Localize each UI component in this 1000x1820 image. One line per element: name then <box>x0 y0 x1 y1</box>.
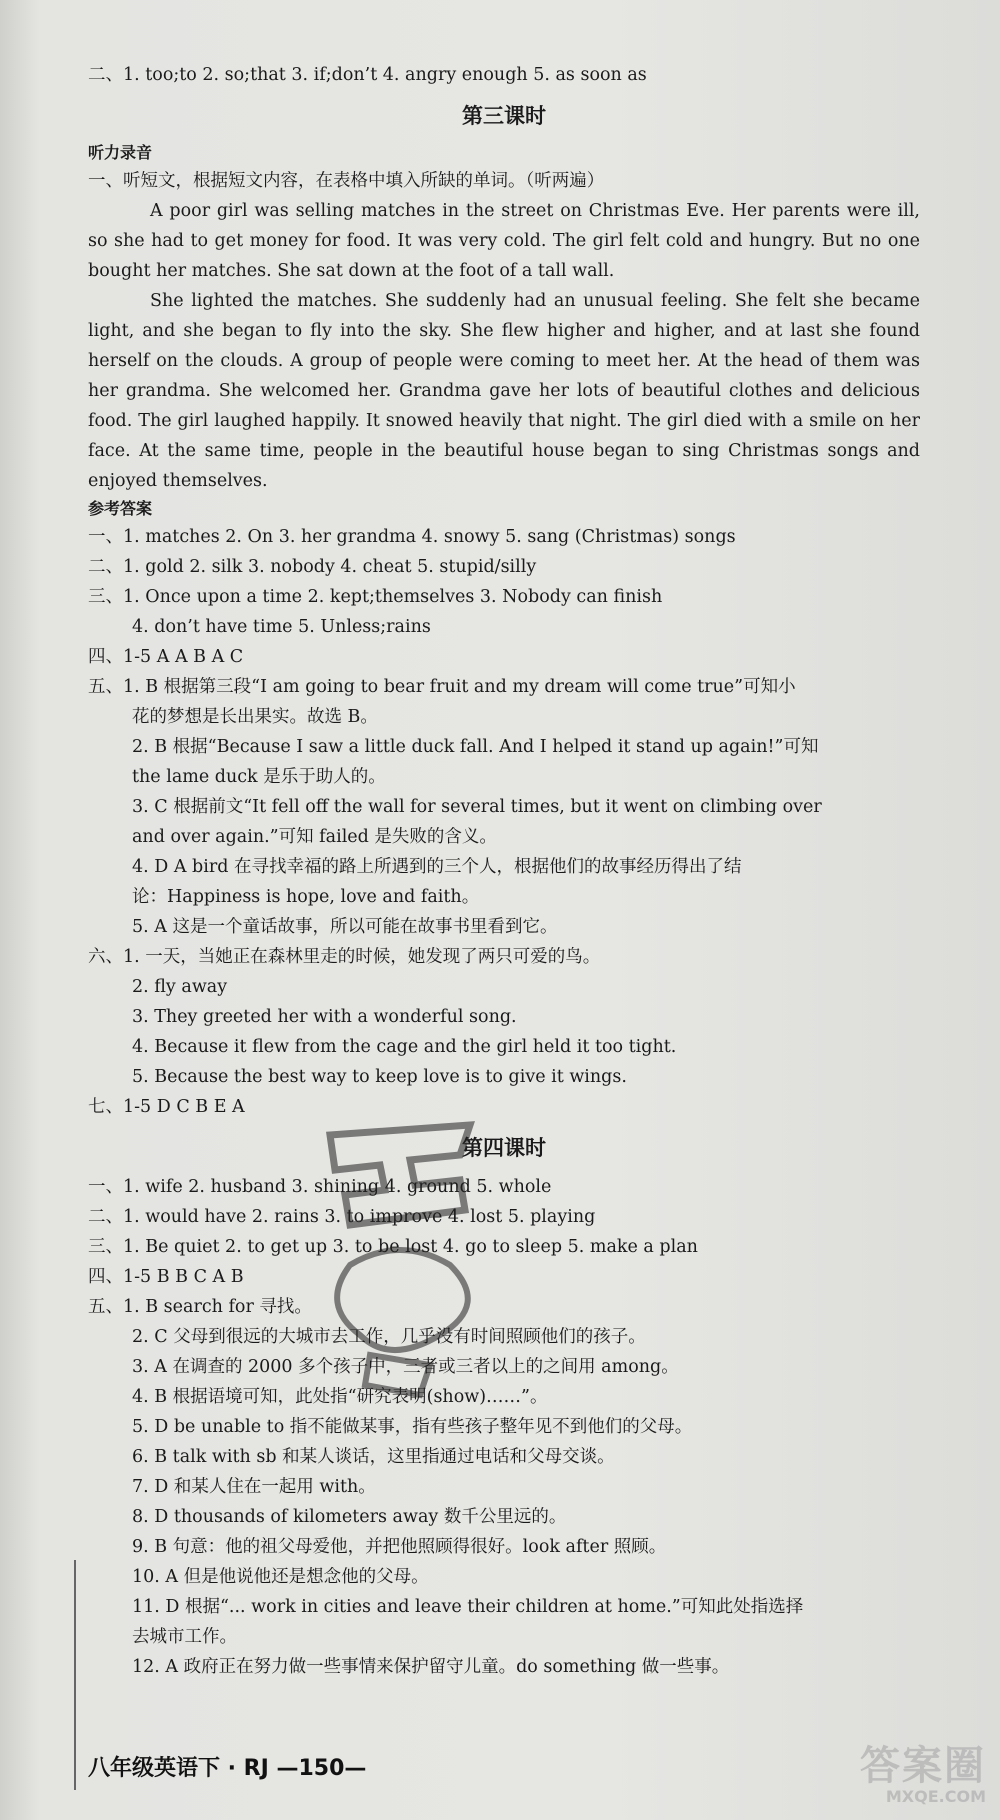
answer-line: 3. A 在调查的 2000 多个孩子中，三者或三者以上的之间用 among。 <box>132 1357 679 1377</box>
answer-line: 4. B 根据语境可知，此处指“研究表明(show)……”。 <box>132 1387 548 1407</box>
answer-line: 6. B talk with sb 和某人谈话，这里指通过电话和父母交谈。 <box>132 1447 615 1467</box>
answer-line: 四、1-5 B B C A B <box>88 1267 244 1287</box>
answer-line: 9. B 句意：他的祖父母爱他，并把他照顾得很好。look after 照顾。 <box>132 1537 667 1557</box>
watermark-brand: 答案圈 <box>860 1743 986 1789</box>
answer-line: 五、1. B 根据第三段“I am going to bear fruit and my dream will come true”可知小 <box>88 677 796 697</box>
lesson3-title: 第三课时 <box>462 104 546 128</box>
answer-line: 2. B 根据“Because I saw a little duck fall. And I helped it stand up again!”可知 <box>132 737 819 757</box>
answer-line: 12. A 政府正在努力做一些事情来保护留守儿童。do something 做一些事。 <box>132 1657 730 1677</box>
answer-line: 五、1. B search for 寻找。 <box>88 1297 312 1317</box>
reference-answers-heading: 参考答案 <box>88 499 153 518</box>
passage-paragraph-1: A poor girl was selling matches in the street on Christmas Eve. Her parents were ill, so she had to get money for food. It was very cold. The girl felt cold and hungry. But no one bought her matches. She sat down at the foot of a tall wall. <box>88 201 920 281</box>
answer-line: and over again.”可知 failed 是失败的含义。 <box>132 827 497 847</box>
listening-heading: 听力录音 <box>88 143 153 162</box>
answer-line: 2. C 父母到很远的大城市去工作，几乎没有时间照顾他们的孩子。 <box>132 1327 646 1347</box>
answer-line: 5. Because the best way to keep love is to give it wings. <box>132 1067 627 1087</box>
watermark-url: MXQE.COM <box>885 1787 986 1806</box>
answer-line: 六、1. 一天，当她正在森林里走的时候，她发现了两只可爱的鸟。 <box>88 947 601 967</box>
answer-line: the lame duck 是乐于助人的。 <box>132 767 386 787</box>
answer-line: 7. D 和某人住在一起用 with。 <box>132 1477 376 1497</box>
answer-line: 8. D thousands of kilometers away 数千公里远的。 <box>132 1507 567 1527</box>
answer-line: 七、1-5 D C B E A <box>88 1097 245 1117</box>
answer-line: 2. fly away <box>132 977 228 997</box>
answer-line: 4. Because it flew from the cage and the girl held it too tight. <box>132 1037 677 1057</box>
answer-line: 11. D 根据“... work in cities and leave their children at home.”可知此处指选择 <box>132 1597 804 1617</box>
answer-line: 4. D A bird 在寻找幸福的路上所遇到的三个人，根据他们的故事经历得出了结 <box>132 857 742 877</box>
answer-line: 三、1. Be quiet 2. to get up 3. to be lost 4. go to sleep 5. make a plan <box>88 1237 698 1257</box>
answer-line: 去城市工作。 <box>132 1627 237 1647</box>
answer-line: 3. They greeted her with a wonderful song. <box>132 1007 517 1027</box>
answer-line: 5. D be unable to 指不能做某事，指有些孩子整年见不到他们的父母。 <box>132 1417 693 1437</box>
answer-line: 10. A 但是他说他还是想念他的父母。 <box>132 1567 429 1587</box>
answer-line: 3. C 根据前文“It fell off the wall for several times, but it went on climbing over <box>132 797 822 817</box>
answer-line: 三、1. Once upon a time 2. kept;themselves 3. Nobody can finish <box>88 587 663 607</box>
listening-passage <box>88 196 920 496</box>
answer-line: 4. don’t have time 5. Unless;rains <box>132 617 431 637</box>
answer-line: 花的梦想是长出果实。故选 B。 <box>132 707 378 727</box>
margin-rule <box>74 1560 76 1790</box>
page-footer: 八年级英语下 · RJ —150— <box>88 1756 367 1781</box>
passage-paragraph-2: She lighted the matches. She suddenly had an unusual feeling. She felt she became light, and she began to fly into the sky. She flew higher and higher, and at last she found herself on the clouds. A group of people were coming to meet her. At the head of them was her grandma. She welcomed her. Grandma gave her lots of beautiful clothes and delicious food. The girl laughed happily. It snowed heavily that night. The girl died with a smile on her face. At the same time, people in the beautiful house began to sing Christmas songs and enjoyed themselves. <box>88 291 920 491</box>
answer-line: 四、1-5 A A B A C <box>88 647 244 667</box>
answer-line: 一、1. wife 2. husband 3. shining 4. ground 5. whole <box>88 1177 552 1197</box>
lesson4-title: 第四课时 <box>462 1136 546 1160</box>
answer-line: 5. A 这是一个童话故事，所以可能在故事书里看到它。 <box>132 917 558 937</box>
site-watermark <box>860 1744 986 1806</box>
answer-line: 二、1. would have 2. rains 3. to improve 4. lost 5. playing <box>88 1207 596 1227</box>
answer-line: 二、1. gold 2. silk 3. nobody 4. cheat 5. stupid/silly <box>88 557 537 577</box>
answer-line: 论：Happiness is hope, love and faith。 <box>132 887 480 907</box>
answer-line: 一、1. matches 2. On 3. her grandma 4. snowy 5. sang (Christmas) songs <box>88 527 736 547</box>
listening-instruction: 一、听短文，根据短文内容，在表格中填入所缺的单词。（听两遍） <box>88 171 605 191</box>
answer-line: 二、1. too;to 2. so;that 3. if;don’t 4. angry enough 5. as soon as <box>88 65 647 85</box>
